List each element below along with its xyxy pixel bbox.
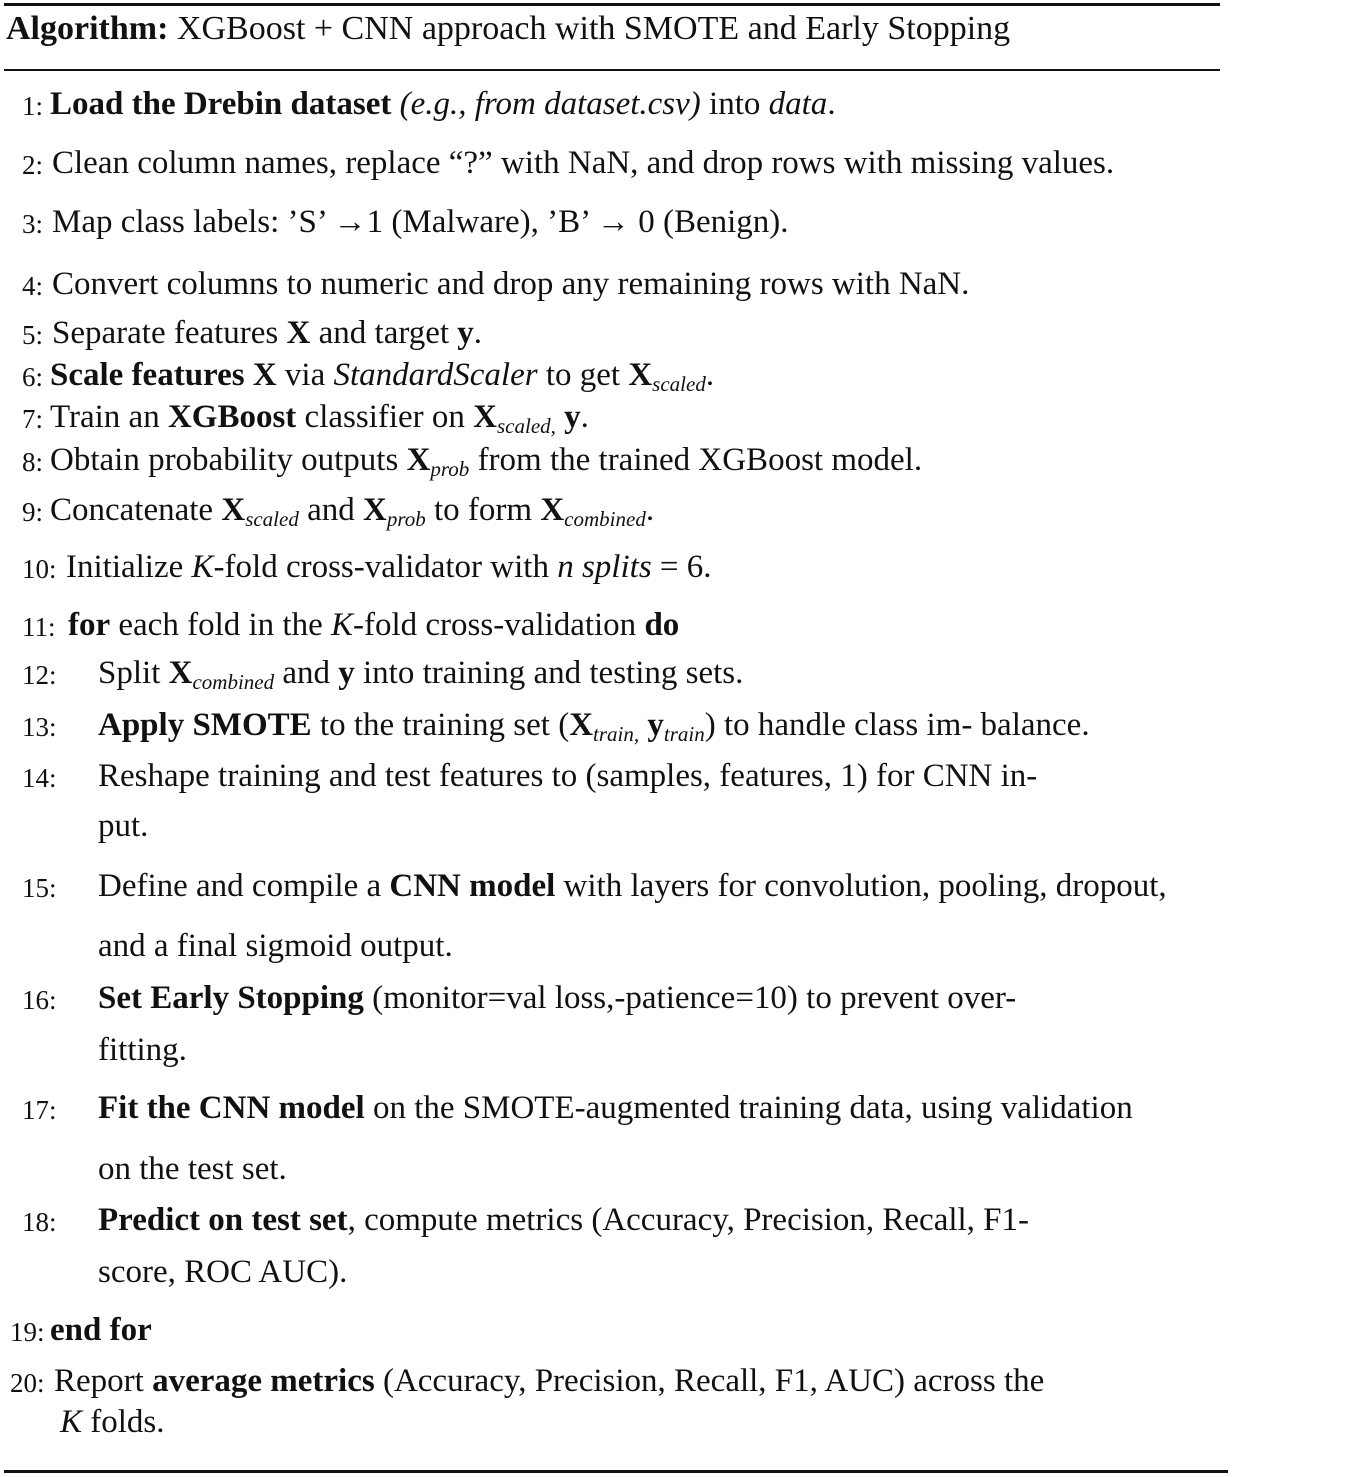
step-fragment: . <box>827 86 836 122</box>
step-fragment: . <box>705 357 715 393</box>
step-fragment: X <box>286 315 311 351</box>
step-text <box>98 982 1016 1015</box>
step-fragment: with layers for convolution, pooling, dropout, <box>555 868 1167 904</box>
step-fragment: Train an <box>50 399 168 435</box>
step-fragment: y <box>338 655 355 691</box>
step-fragment: -fold cross-validation <box>353 607 645 643</box>
step-fragment: Load the Drebin dataset <box>50 86 392 122</box>
step-text <box>66 551 712 584</box>
step-fragment: X <box>473 399 497 435</box>
step-fragment: y <box>564 399 581 435</box>
step-fragment: on the SMOTE-augmented training data, using validation <box>364 1090 1133 1126</box>
step-fragment: for <box>68 607 111 643</box>
step-text <box>50 401 589 437</box>
step-number: 4: <box>22 271 44 301</box>
step-fragment: X <box>406 442 431 478</box>
step-number: 16: <box>22 985 57 1015</box>
step-text-continuation <box>98 1034 187 1067</box>
step-fragment: . <box>580 399 589 435</box>
step-fragment: CNN model <box>389 868 556 904</box>
step-fragment: into training and testing sets. <box>354 655 744 691</box>
step-fragment: X <box>221 492 246 528</box>
step-text <box>98 1092 1133 1125</box>
step-fragment: Reshape training and test features to (samples, features, 1) for CNN in- <box>98 758 1038 794</box>
step-text <box>50 88 836 121</box>
step-fragment: ) to handle class im- balance. <box>704 707 1090 743</box>
step-fragment: Obtain probability outputs <box>50 442 407 478</box>
step-fragment: , compute metrics (Accuracy, Precision, Recall, F1- <box>347 1202 1030 1238</box>
step-number: 9: <box>22 497 44 527</box>
step-text <box>52 206 789 239</box>
step-text <box>52 268 969 301</box>
step-fragment: each fold in the <box>110 607 331 643</box>
step-text-continuation <box>98 930 453 963</box>
step-fragment: Define and compile a <box>98 868 390 904</box>
step-fragment: data <box>768 86 828 122</box>
step-fragment: XGBoost <box>167 399 297 435</box>
step-text-continuation <box>98 1256 347 1289</box>
step-text <box>54 1365 1044 1398</box>
subscript: prob <box>430 457 470 481</box>
algorithm-title <box>6 10 1010 48</box>
step-fragment: n splits <box>557 549 652 585</box>
step-fragment: and a final sigmoid output. <box>98 928 453 964</box>
step-number: 6: <box>22 362 44 392</box>
step-fragment: from the trained XGBoost model. <box>469 442 923 478</box>
step-fragment: X <box>168 655 193 691</box>
step-fragment: Map class labels: ’S’ →1 (Malware), ’B’ → 0 (Benign). <box>52 204 789 240</box>
step-fragment: to the training set ( <box>311 707 570 743</box>
step-text <box>52 147 1114 180</box>
step-text-continuation <box>98 810 148 843</box>
step-fragment: X <box>540 492 565 528</box>
step-text <box>98 709 1090 745</box>
step-fragment: (Accuracy, Precision, Recall, F1, AUC) across the <box>374 1363 1045 1399</box>
step-number: 13: <box>22 712 57 742</box>
step-text <box>50 359 714 395</box>
step-fragment: . <box>473 315 483 351</box>
step-number: 5: <box>22 320 44 350</box>
top-rule <box>4 3 1220 6</box>
step-number: 12: <box>22 660 57 690</box>
step-fragment: Report <box>54 1363 153 1399</box>
step-fragment: . <box>645 492 655 528</box>
step-text <box>98 760 1037 793</box>
step-fragment: Convert columns to numeric and drop any remaining rows with NaN. <box>52 266 970 302</box>
step-text <box>98 1204 1029 1237</box>
step-fragment: X <box>363 492 387 528</box>
step-fragment: (e.g., from dataset.csv) <box>399 86 701 122</box>
step-fragment: and target <box>310 315 458 351</box>
step-fragment: -fold cross-validator with <box>213 549 558 585</box>
step-fragment: on the test set. <box>98 1151 287 1187</box>
subscript: train <box>663 722 705 746</box>
step-number: 7: <box>22 404 44 434</box>
step-fragment: classifier on <box>296 399 474 435</box>
subscript: combined <box>564 507 646 531</box>
step-fragment <box>391 86 399 122</box>
step-fragment: score, ROC AUC). <box>98 1254 348 1290</box>
subscript: scaled <box>245 507 299 531</box>
step-fragment: Separate features <box>52 315 287 351</box>
step-fragment <box>556 399 564 435</box>
subscript: prob <box>386 507 426 531</box>
step-text <box>98 870 1167 903</box>
step-text <box>50 1314 152 1347</box>
step-fragment: Concatenate <box>50 492 222 528</box>
step-fragment: put. <box>98 808 149 844</box>
step-fragment: fitting. <box>98 1032 187 1068</box>
step-fragment: via <box>276 357 334 393</box>
step-number: 15: <box>22 873 57 903</box>
step-number: 14: <box>22 763 57 793</box>
step-fragment: X <box>628 357 653 393</box>
step-text <box>52 317 482 350</box>
step-fragment: average metrics <box>152 1363 375 1399</box>
step-fragment: Predict on test set <box>98 1202 348 1238</box>
step-fragment: to form <box>425 492 541 528</box>
subscript: scaled, <box>497 414 556 438</box>
step-fragment: Split <box>98 655 169 691</box>
step-fragment: Apply SMOTE <box>98 707 312 743</box>
step-fragment: Initialize <box>66 549 192 585</box>
step-fragment: Fit the CNN model <box>98 1090 365 1126</box>
step-fragment: y <box>647 707 664 743</box>
step-fragment: StandardScaler <box>333 357 538 393</box>
subscript: train, <box>593 722 640 746</box>
subscript: scaled <box>652 372 706 396</box>
step-fragment: folds. <box>82 1404 165 1440</box>
step-fragment: K <box>191 549 214 585</box>
algorithm-label: Algorithm: <box>6 10 169 47</box>
step-fragment: Clean column names, replace “?” with NaN, and drop rows with missing values. <box>52 145 1115 181</box>
step-text <box>98 657 743 693</box>
step-fragment: K <box>60 1404 83 1440</box>
step-text-continuation <box>98 1153 287 1186</box>
step-number: 20: <box>10 1368 45 1398</box>
step-number: 3: <box>22 209 44 239</box>
step-number: 8: <box>22 447 44 477</box>
algorithm-title-text: XGBoost + CNN approach with SMOTE and Early Stopping <box>176 10 1011 47</box>
step-number: 18: <box>22 1207 57 1237</box>
step-fragment: do <box>644 607 680 643</box>
step-fragment: into <box>700 86 769 122</box>
step-fragment: Set Early Stopping <box>98 980 364 1016</box>
step-number: 1: <box>22 91 44 121</box>
step-fragment: X <box>569 707 594 743</box>
step-fragment: to get <box>537 357 629 393</box>
step-fragment: (monitor=val loss,-patience=10) to prevent over- <box>363 980 1017 1016</box>
step-fragment: and <box>274 655 339 691</box>
step-number: 2: <box>22 150 44 180</box>
step-number: 17: <box>22 1095 57 1125</box>
step-fragment: end for <box>50 1312 152 1348</box>
step-fragment: K <box>330 607 353 643</box>
title-rule <box>4 69 1220 71</box>
step-text <box>50 444 922 480</box>
step-text <box>68 609 679 642</box>
step-number: 11: <box>22 612 56 642</box>
step-fragment: Scale features X <box>50 357 277 393</box>
step-fragment: and <box>298 492 363 528</box>
step-fragment: = 6. <box>651 549 712 585</box>
subscript: combined <box>192 670 275 694</box>
step-number: 10: <box>22 554 57 584</box>
step-text <box>50 494 654 530</box>
step-text-continuation <box>60 1406 165 1439</box>
step-number: 19: <box>10 1317 45 1347</box>
step-fragment: y <box>457 315 474 351</box>
bottom-rule <box>4 1470 1228 1473</box>
